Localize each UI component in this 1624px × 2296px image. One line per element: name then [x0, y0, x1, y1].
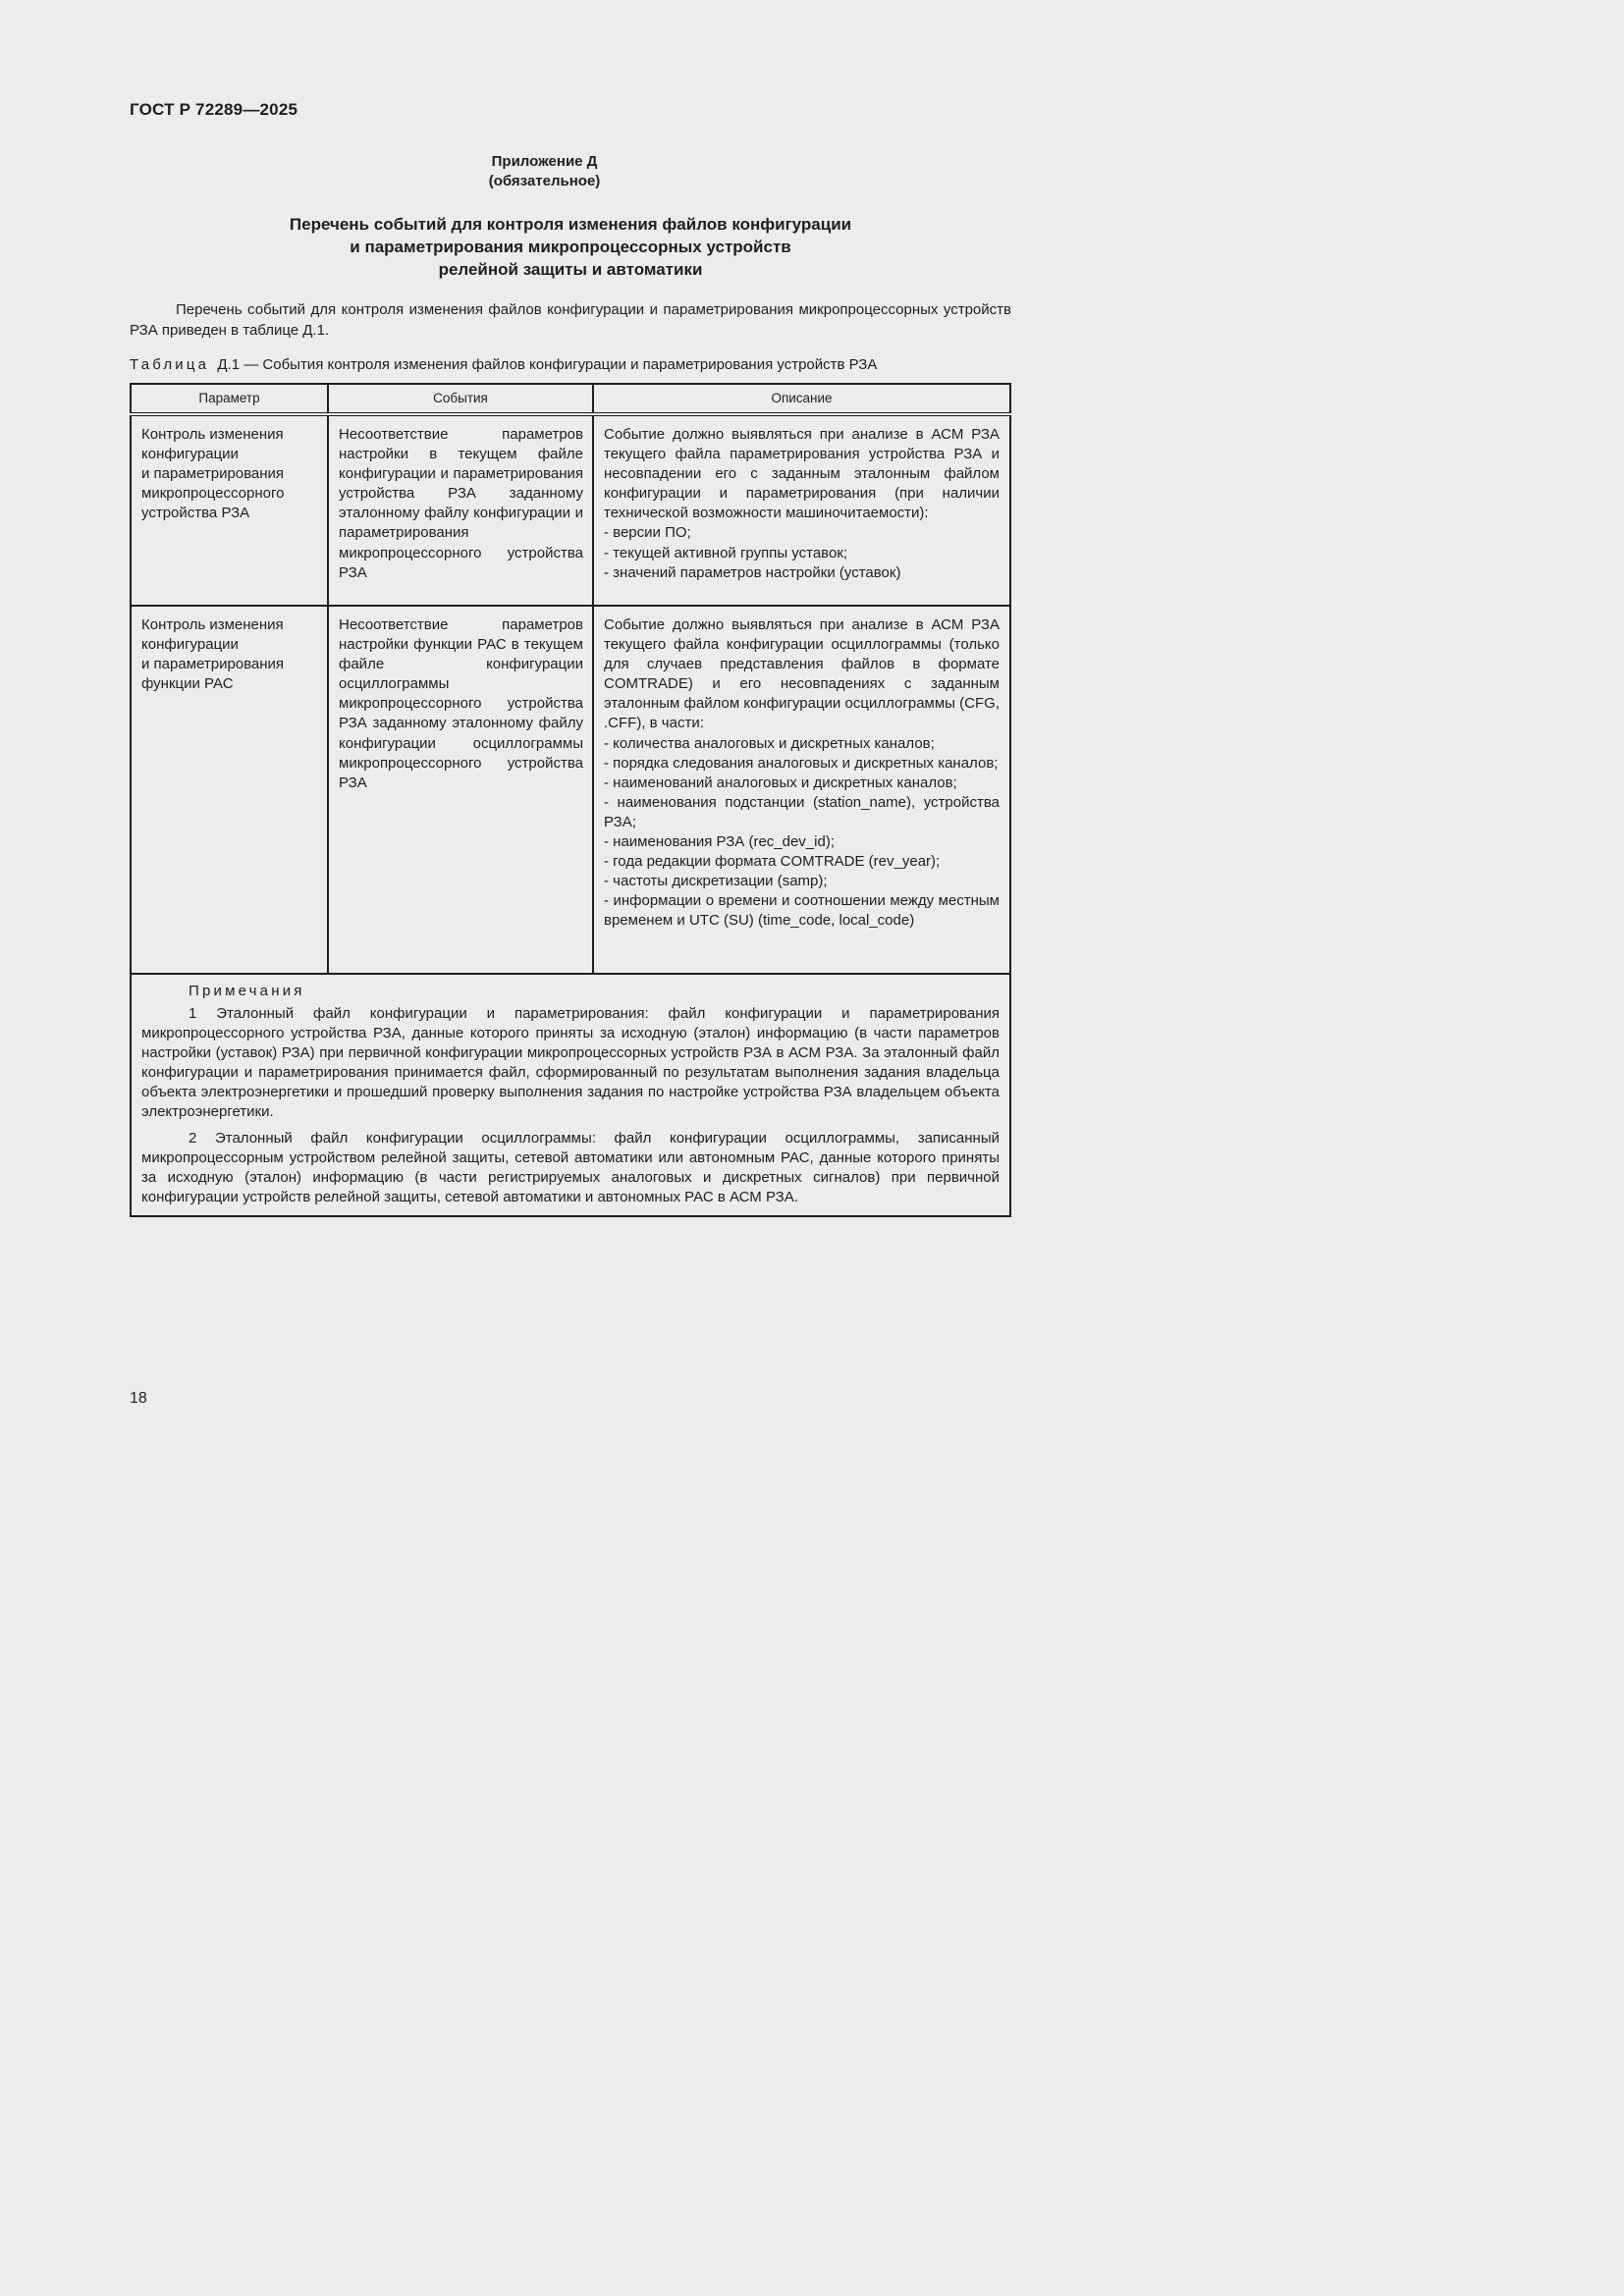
- column-header-description: Описание: [593, 384, 1010, 414]
- appendix-label: Приложение Д: [491, 153, 598, 170]
- notes-cell: [131, 974, 1010, 1216]
- page-number: 18: [130, 1390, 147, 1407]
- parameter-line: конфигурации: [141, 636, 239, 654]
- document-id: ГОСТ Р 72289—2025: [130, 100, 298, 119]
- description-list-item: - количества аналоговых и дискретных каналов;: [604, 734, 935, 752]
- table-header-row: [131, 384, 1010, 414]
- notes-row: [131, 974, 1010, 1216]
- description-list-item: - текущей активной группы уставок;: [604, 544, 848, 561]
- description-cell: [593, 414, 1010, 606]
- title-line: и параметрирования микропроцессорных устройств: [350, 238, 791, 256]
- column-header-parameter: Параметр: [131, 384, 328, 414]
- parameter-line: и параметрирования: [141, 465, 285, 483]
- events-cell: Несоответствие параметров настройки в текущем файле конфигурации и параметрирования устройства РЗА заданному эталонному файлу конфигурации и параметрирования микропроцессорного устройства РЗА: [328, 414, 593, 606]
- intro-paragraph: Перечень событий для контроля изменения файлов конфигурации и параметрирования микропроцессорных устройств РЗА приведен в таблице Д.1.: [130, 301, 1011, 339]
- table-row: [131, 606, 1010, 974]
- table-caption: [130, 354, 877, 375]
- appendix-title: [0, 213, 1141, 281]
- description-list-item: - частоты дискретизации (samp);: [604, 873, 828, 890]
- title-line: Перечень событий для контроля изменения файлов конфигурации: [289, 215, 852, 234]
- description-cell: [593, 606, 1010, 974]
- description-list-item: - наименования подстанции (station_name), устройства РЗА;: [604, 793, 1000, 830]
- column-header-events: События: [328, 384, 593, 414]
- parameter-line: Контроль изменения: [141, 426, 284, 443]
- description-list-item: - порядка следования аналоговых и дискретных каналов;: [604, 754, 999, 772]
- parameter-line: микропроцессорного: [141, 485, 285, 503]
- description-text: Событие должно выявляться при анализе в АСМ РЗА текущего файла параметрирования устройства РЗА и несовпадении его с заданным эталонным файлом конфигурации и параметрирования (при наличии технической возможности машиночитаемости):: [604, 426, 1000, 522]
- parameter-line: Контроль изменения: [141, 616, 284, 633]
- parameter-cell: [131, 606, 328, 974]
- description-list-item: - года редакции формата COMTRADE (rev_year);: [604, 853, 941, 871]
- table-row: [131, 414, 1010, 606]
- notes-heading: Примечания: [189, 983, 305, 999]
- parameter-line: устройства РЗА: [141, 505, 250, 522]
- events-cell: Несоответствие параметров настройки функции РАС в текущем файле конфигурации осциллограммы микропроцессорного устройства РЗА заданному эталонному файлу конфигурации осциллограммы микропроцессорного устройства РЗА: [328, 606, 593, 974]
- description-list-item: - версии ПО;: [604, 524, 691, 542]
- title-line: релейной защиты и автоматики: [438, 260, 703, 279]
- note-item: 1 Эталонный файл конфигурации и параметрирования: файл конфигурации и параметрирования микропроцессорного устройства РЗА, данные которого приняты за исходную (эталон) информацию (в части параметров настройки (уставок) РЗА) при первичной конфигурации микропроцессорных устройств РЗА в АСМ РЗА. За эталонный файл конфигурации и параметрирования принимается файл, сформированный по результатам выполнения задания владельца объекта электроэнергетики и прошедший проверку выполнения задания по настройке устройства РЗА владельцем объекта электроэнергетики.: [141, 1005, 1000, 1121]
- description-list-item: - значений параметров настройки (уставок): [604, 563, 901, 581]
- parameter-line: функции РАС: [141, 675, 234, 693]
- table-caption-text: Д.1 — События контроля изменения файлов конфигурации и параметрирования устройств РЗА: [217, 356, 878, 373]
- document-page: [0, 0, 1089, 1539]
- appendix-status: (обязательное): [488, 173, 601, 189]
- description-text: Событие должно выявляться при анализе в АСМ РЗА текущего файла конфигурации осциллограммы (только для случаев представления файлов в формате COMTRADE) и его несовпадениях с заданным эталонным файлом конфигурации осциллограммы (CFG, .CFF), в части:: [604, 616, 1000, 732]
- parameter-line: конфигурации: [141, 446, 239, 463]
- description-list-item: - наименования РЗА (rec_dev_id);: [604, 833, 835, 851]
- note-item: 2 Эталонный файл конфигурации осциллограммы: файл конфигурации осциллограммы, записанный микропроцессорным устройством релейной защиты, сетевой автоматики или автономным РАС, данные которого приняты за исходную (эталон) информацию (в части регистрируемых аналоговых и дискретных сигналов) при первичной конфигурации устройств релейной защиты, сетевой автоматики и автономных РАС в АСМ РЗА.: [141, 1129, 1000, 1205]
- appendix-heading: [0, 152, 1089, 191]
- description-list-item: - наименований аналоговых и дискретных каналов;: [604, 774, 957, 791]
- events-table: [130, 383, 1011, 1217]
- table-caption-word: Таблица: [130, 356, 210, 373]
- parameter-cell: [131, 414, 328, 606]
- description-list-item: - информации о времени и соотношении между местным временем и UTC (SU) (time_code, local_code): [604, 892, 1000, 930]
- parameter-line: и параметрирования: [141, 656, 285, 673]
